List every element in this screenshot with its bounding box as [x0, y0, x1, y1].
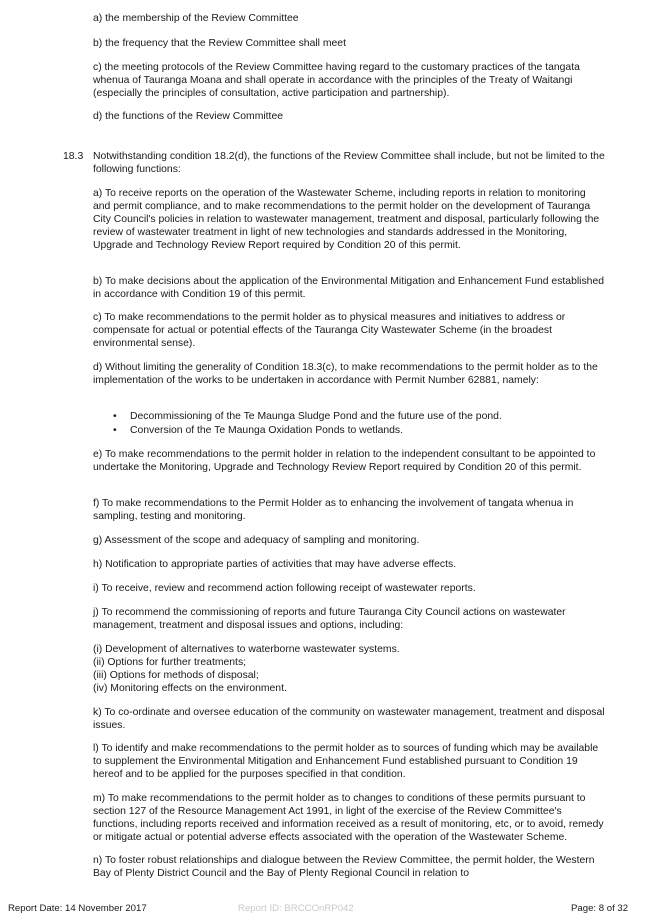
- function-f: f) To make recommendations to the Permit Holder as to enhancing the involvement of tangata whenua in sampling, testing and monitoring.: [93, 498, 574, 522]
- list-item: (iii) Options for methods of disposal;: [93, 669, 259, 681]
- bullet-item: Decommissioning of the Te Maunga Sludge Pond and the future use of the pond.: [130, 411, 502, 422]
- function-h: h) Notification to appropriate parties of activities that may have adverse effects.: [93, 559, 457, 570]
- function-a: a) To receive reports on the operation of the Wastewater Scheme, including reports in relation to monitoring and permit compliance, and to make recommendations to the permit holder on the development of Tauranga City Council's policies in relation to wastewater management, treatment and disposal, particularly following the review of wastewater treatment in light of new technologies and standards addressed in the Monitoring, Upgrade and Technology Review Report required by Condition 20 of this permit.: [93, 188, 600, 251]
- item-a-membership: a) the membership of the Review Committee: [93, 13, 299, 24]
- footer-report-date: Report Date: 14 November 2017: [8, 903, 147, 914]
- function-i: i) To receive, review and recommend action following receipt of wastewater reports.: [93, 583, 476, 594]
- clause-intro: Notwithstanding condition 18.2(d), the functions of the Review Committee shall include, but not be limited to the following functions:: [93, 151, 605, 175]
- function-n: n) To foster robust relationships and dialogue between the Review Committee, the permit holder, the Western Bay of Plenty District Council and the Bay of Plenty Regional Council in relation to: [93, 855, 595, 879]
- function-j: j) To recommend the commissioning of reports and future Tauranga City Council actions on wastewater management, treatment and disposal issues and options, including:: [93, 607, 566, 631]
- bullet-marker: •: [113, 411, 117, 422]
- footer-page-number: Page: 8 of 32: [571, 903, 629, 914]
- function-m: m) To make recommendations to the permit holder as to changes to conditions of these permits pursuant to section 127 of the Resource Management Act 1991, in light of the exercise of the Review Committee's functions, including reports received and information received as a result of monitoring, etc, or to avoid, remedy or mitigate actual or potential adverse effects associated with the operation of the Wastewater Scheme.: [93, 793, 604, 843]
- footer-report-id: Report ID: BRCCOnRP042: [238, 903, 354, 914]
- function-g: g) Assessment of the scope and adequacy of sampling and monitoring.: [93, 535, 420, 546]
- item-b-frequency: b) the frequency that the Review Committee shall meet: [93, 38, 346, 49]
- function-c: c) To make recommendations to the permit holder as to physical measures and initiatives to address or compensate for actual or potential effects of the Tauranga City Wastewater Scheme (in the broadest environmental sense).: [93, 312, 566, 349]
- function-k: k) To co-ordinate and oversee education of the community on wastewater management, treatment and disposal issues.: [93, 707, 605, 731]
- bullet-marker: •: [113, 425, 117, 436]
- item-c-meeting-protocols: c) the meeting protocols of the Review Committee having regard to the customary practices of the tangata whenua of Tauranga Moana and shall operate in accordance with the principles of the Treaty of Waitangi (especially the principles of consultation, active participation and partnership).: [93, 62, 580, 99]
- function-j-options-list: [93, 644, 605, 696]
- list-item: (i) Development of alternatives to waterborne wastewater systems.: [93, 644, 400, 655]
- clause-number: 18.3: [63, 151, 84, 162]
- list-item: (iv) Monitoring effects on the environment.: [93, 682, 287, 694]
- function-e: e) To make recommendations to the permit holder in relation to the independent consultant to be appointed to undertake the Monitoring, Upgrade and Technology Review Report required by Condition 20 of this permit.: [93, 449, 596, 473]
- list-item: (ii) Options for further treatments;: [93, 656, 247, 668]
- item-d-functions: d) the functions of the Review Committee: [93, 111, 284, 122]
- bullet-item: Conversion of the Te Maunga Oxidation Ponds to wetlands.: [130, 425, 404, 436]
- function-l: l) To identify and make recommendations to the permit holder as to sources of funding which may be available to supplement the Environmental Mitigation and Enhancement Fund established pursuant to Condition 19 hereof and to be applied for the purposes specified in that condition.: [93, 743, 599, 780]
- function-b: b) To make decisions about the application of the Environmental Mitigation and Enhancement Fund established in accordance with Condition 19 of this permit.: [93, 276, 604, 300]
- function-d: d) Without limiting the generality of Condition 18.3(c), to make recommendations to the permit holder as to the implementation of the works to be undertaken in accordance with Permit Number 62881, namely:: [93, 362, 598, 386]
